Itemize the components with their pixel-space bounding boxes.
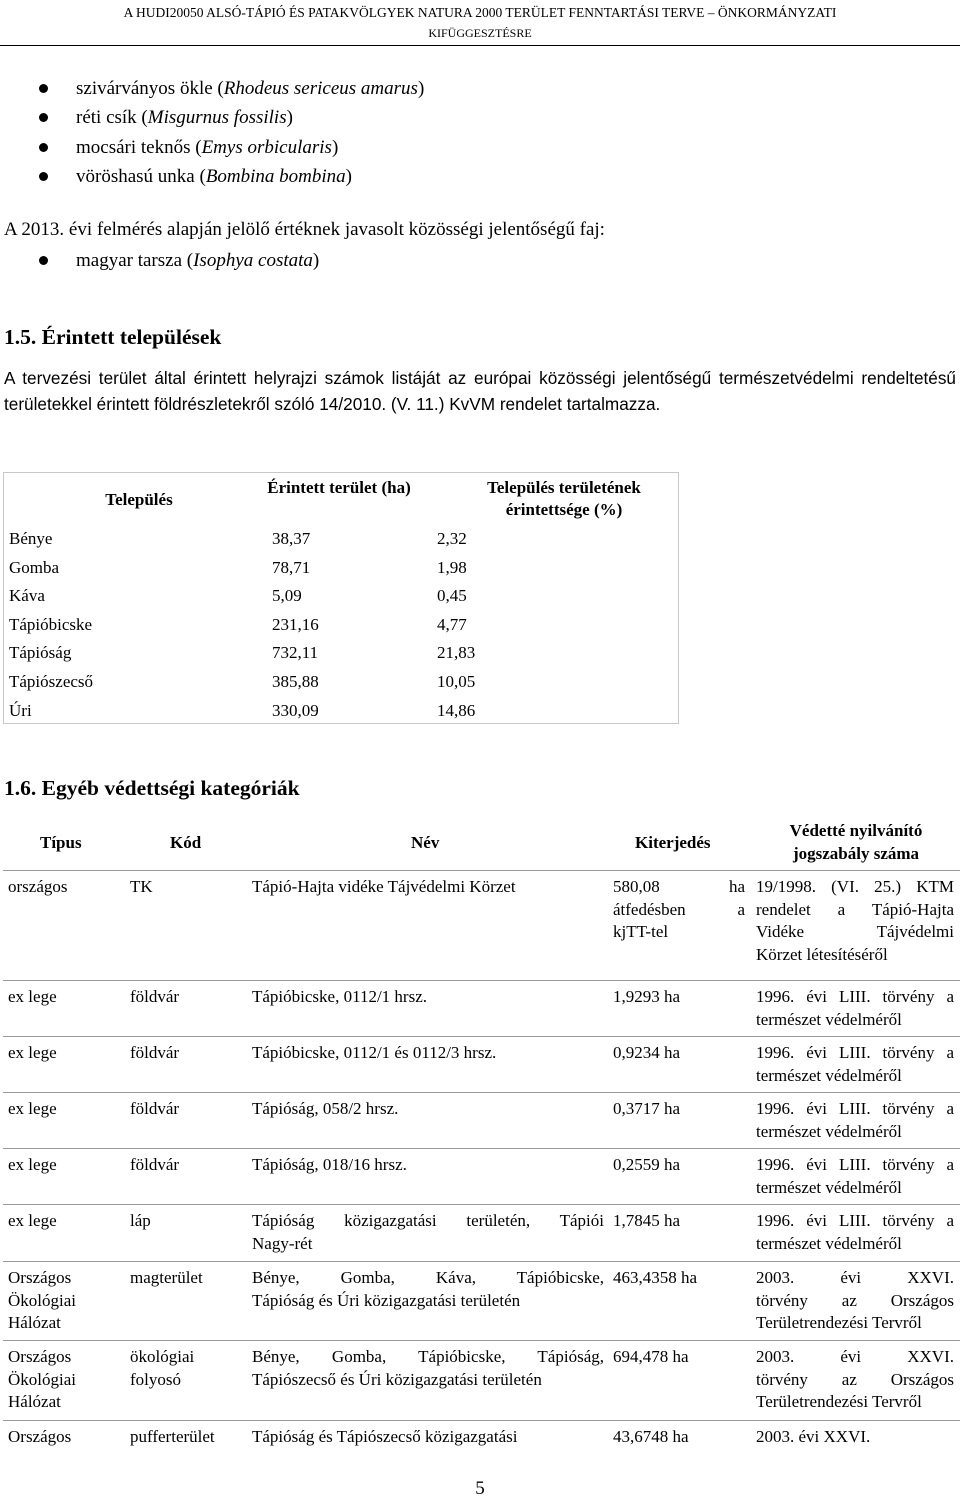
cell-line: 1996. évi LIII. törvény a [756,1211,954,1230]
cell-line: Hálózat [8,1392,61,1411]
cell-line: 1996. évi LIII. törvény a [756,987,954,1006]
cell-line: kjTT-tel [613,922,669,941]
table2-header-type: Típus [40,833,82,852]
table2-cell-code [130,1426,245,1449]
cell-line: természet védelméről [756,1233,902,1253]
species-latin-name: Emys orbicularis [201,136,332,158]
table-cell-percentage: 0,45 [437,586,467,606]
table2-cell-type [8,1346,118,1414]
page-header [0,0,960,46]
species-latin-name: Rhodeus sericeus amarus [223,78,418,99]
table-cell-settlement: Tápióbicske [9,614,93,634]
cell-line: földvár [130,987,180,1006]
cell-line: Tápióság, 058/2 hrsz. [252,1099,399,1118]
table2-cell-name [252,876,604,899]
cell-line: Területrendezési Tervről [756,1313,922,1332]
table2-cell-name [252,1098,604,1121]
cell-line: ex lege [8,1211,57,1230]
species-close: ) [345,165,352,187]
cell-line: Tápióbicske, 0112/1 hrsz. [252,987,427,1006]
cell-line: földvár [130,1155,180,1174]
bullet-icon [39,113,48,122]
cell-line: természet védelméről [756,1121,902,1141]
table2-cell-extent [613,876,745,944]
bullet-icon [39,84,48,93]
table2-cell-name [252,1154,604,1177]
cell-line: 0,3717 ha [613,1099,681,1118]
table2-cell-law [756,1267,954,1335]
cell-line: 0,2559 ha [613,1155,681,1174]
table-cell-settlement: Bénye [9,529,53,548]
cell-line: 1,9293 ha [613,987,681,1006]
table2-cell-extent [613,1042,745,1065]
cell-line: Országos [8,1268,72,1287]
table2-cell-type [8,1098,118,1121]
bullet-icon [39,172,48,181]
table-cell-area: 330,09 [272,700,319,720]
table2-cell-law [756,986,954,1031]
cell-line: Tápióság és Úri közigazgatási területén [252,1290,521,1310]
table2-cell-code [130,1267,245,1290]
table2-cell-code [130,876,245,899]
table-header-area: Érintett terület (ha) [267,478,411,497]
species-latin-name: Isophya costata [193,250,313,271]
cell-line: Tápióság és Tápiószecső közigazgatási [252,1427,518,1446]
list-item [30,105,424,134]
table-row [3,1261,960,1263]
cell-line: 1,7845 ha [613,1211,681,1230]
table-header-settlement: Település [105,490,173,509]
table2-cell-code [130,1210,245,1233]
page-number: 5 [475,1478,485,1499]
table2-cell-type [8,876,118,899]
table2-cell-type [8,1210,118,1233]
cell-line: 1996. évi LIII. törvény a [756,1155,954,1174]
cell-line: Országos [8,1347,72,1366]
table-row [3,1036,960,1038]
cell-line: törvény az Országos [756,1290,954,1310]
cell-line: TK [130,877,153,896]
table2-header-extent: Kiterjedés [635,833,711,852]
cell-line: Tápióság, 018/16 hrsz. [252,1155,407,1174]
cell-line: Ökológiai [8,1290,76,1310]
cell-line: 1996. évi LIII. törvény a [756,1099,954,1118]
bullet-icon [39,143,48,152]
table-cell-percentage: 10,05 [437,672,476,691]
table2-cell-type [8,1042,118,1065]
cell-line: Tápióság közigazgatási területén, Tápiói [252,1211,604,1230]
table2-cell-code [130,1042,245,1065]
cell-line: 2003. évi XXVI. [756,1427,871,1446]
table-cell-area: 385,88 [272,672,319,691]
section-1-5-title: 1.5. Érintett települések [4,325,222,349]
cell-line: folyosó [130,1369,181,1389]
table-cell-area: 231,16 [272,614,319,634]
table-row [3,1340,960,1342]
cell-line: földvár [130,1099,180,1118]
table2-header-code: Kód [170,833,202,852]
table-cell-settlement: Úri [9,700,32,720]
section-1-5-body: A tervezési terület által érintett helyrajzi számok listáját az európai közösségi jelentőségű természetvédelmi rendeltetésű területekkel érintett földrészletekről szóló 14/2010. (V. 11.) KvVM rendelet tartalmazza. [4,368,956,414]
cell-line: átfedésben a [613,899,745,919]
settlements-table [3,472,679,724]
cell-line: ex lege [8,1155,57,1174]
cell-line: Hálózat [8,1313,61,1332]
table2-cell-code [130,986,245,1009]
table2-cell-extent [613,1098,745,1121]
table2-cell-code [130,1346,245,1391]
cell-line: 19/1998. (VI. 25.) KTM [756,877,954,896]
cell-line: láp [130,1211,151,1230]
cell-line: földvár [130,1043,180,1062]
cell-line: Országos [8,1427,72,1446]
table2-cell-type [8,1267,118,1335]
table2-cell-law [756,1098,954,1143]
cell-line: 463,4358 ha [613,1268,698,1287]
table-cell-percentage: 14,86 [437,700,476,720]
table-cell-area: 732,11 [272,643,319,663]
table-row [3,1420,960,1422]
species-close: ) [417,78,425,99]
table2-cell-extent [613,1154,745,1177]
table-cell-settlement: Káva [9,586,45,606]
table2-cell-extent [613,986,745,1009]
table-row [3,980,960,982]
cell-line: Nagy-rét [252,1233,313,1253]
table-row [3,870,960,872]
species-common-name: szivárványos ökle ( [76,78,224,99]
table2-cell-law [756,1042,954,1087]
cell-line: 1996. évi LIII. törvény a [756,1043,954,1062]
cell-line: 580,08 ha [613,877,745,896]
table2-cell-name [252,986,604,1009]
table2-cell-name [252,1346,604,1391]
species-list [30,76,424,193]
list-item [30,248,319,277]
table2-cell-type [8,986,118,1009]
table2-cell-extent [613,1346,745,1369]
table-cell-percentage: 21,83 [437,643,476,663]
survey-species-list [30,248,319,277]
table2-cell-law [756,1154,954,1199]
species-close: ) [331,136,339,158]
cell-line: 694,478 ha [613,1347,689,1366]
cell-line: Bénye, Gomba, Káva, Tápióbicske, [252,1268,604,1287]
table2-cell-name [252,1042,604,1065]
table-cell-percentage: 4,77 [437,614,467,634]
table2-cell-code [130,1098,245,1121]
header-title: A HUDI20050 ALSÓ-TÁPIÓ ÉS PATAKVÖLGYEK NATURA 2000 TERÜLET FENNTARTÁSI TERVE – ÖNKORMÁNYZATI [123,5,837,20]
table2-cell-code [130,1154,245,1177]
bullet-icon [39,256,48,265]
cell-line: rendelet a Tápió-Hajta [756,899,954,919]
table2-header-name: Név [411,833,440,852]
cell-line: Tápiószecső és Úri közigazgatási területén [252,1369,542,1389]
table2-cell-law [756,1210,954,1255]
table-row [3,1148,960,1150]
species-common-name: mocsári teknős ( [76,136,202,158]
cell-line: Ökológiai [8,1369,76,1389]
cell-line: Tápióbicske, 0112/1 és 0112/3 hrsz. [252,1043,497,1062]
cell-line: pufferterület [130,1427,215,1446]
cell-line: 43,6748 ha [613,1427,689,1446]
species-common-name: vöröshasú unka ( [76,165,206,187]
table-cell-settlement: Gomba [9,557,60,577]
species-common-name: magyar tarsza ( [76,250,194,271]
table2-cell-name [252,1267,604,1312]
table-cell-percentage: 2,32 [437,529,467,548]
table2-cell-extent [613,1267,745,1290]
cell-line: 2003. évi XXVI. [756,1347,954,1366]
table2-cell-name [252,1210,604,1255]
table-header-percentage: Település területének érintettsége (%) [487,478,641,519]
table2-cell-law [756,876,954,966]
header-subtitle: KIFÜGGESZTÉSRE [428,26,532,40]
cell-line: ökológiai [130,1347,195,1366]
table-cell-percentage: 1,98 [437,557,467,577]
table-cell-area: 38,37 [272,529,311,548]
section-1-6-title: 1.6. Egyéb védettségi kategóriák [4,776,300,800]
table-row [3,1092,960,1094]
species-close: ) [312,250,320,271]
cell-line: természet védelméről [756,1177,902,1197]
cell-line: magterület [130,1268,203,1287]
list-item [30,164,424,193]
table2-header-law: Védetté nyilvánító jogszabály száma [789,821,923,863]
table2-cell-law [756,1346,954,1414]
table-cell-area: 5,09 [272,586,302,606]
cell-line: Tápió-Hajta vidéke Tájvédelmi Körzet [252,877,516,896]
table-cell-settlement: Tápióság [9,643,72,663]
species-common-name: réti csík ( [76,107,148,129]
cell-line: Bénye, Gomba, Tápióbicske, Tápióság, [252,1347,604,1366]
species-close: ) [286,107,293,129]
list-item [30,135,424,164]
cell-line: Területrendezési Tervről [756,1392,922,1411]
table-cell-area: 78,71 [272,557,311,577]
list-item [30,76,424,105]
species-latin-name: Bombina bombina [205,165,346,187]
species-latin-name: Misgurnus fossilis [147,107,287,129]
table-cell-settlement: Tápiószecső [9,672,94,691]
table2-cell-law [756,1426,954,1449]
cell-line: ex lege [8,1043,57,1062]
table2-cell-extent [613,1210,745,1233]
survey-text: A 2013. évi felmérés alapján jelölő értéknek javasolt közösségi jelentőségű faj: [4,219,605,240]
cell-line: Vidéke Tájvédelmi [756,922,954,941]
cell-line: 0,9234 ha [613,1043,681,1062]
table-row [3,1204,960,1206]
cell-line: 2003. évi XXVI. [756,1268,954,1287]
table2-cell-type [8,1154,118,1177]
cell-line: természet védelméről [756,1065,902,1085]
cell-line: ex lege [8,987,57,1006]
cell-line: ex lege [8,1099,57,1118]
table2-cell-name [252,1426,604,1449]
cell-line: törvény az Országos [756,1369,954,1389]
cell-line: természet védelméről [756,1009,902,1029]
table2-cell-type [8,1426,118,1449]
table2-cell-extent [613,1426,745,1449]
cell-line: Körzet létesítéséről [756,944,888,964]
cell-line: országos [8,877,68,896]
